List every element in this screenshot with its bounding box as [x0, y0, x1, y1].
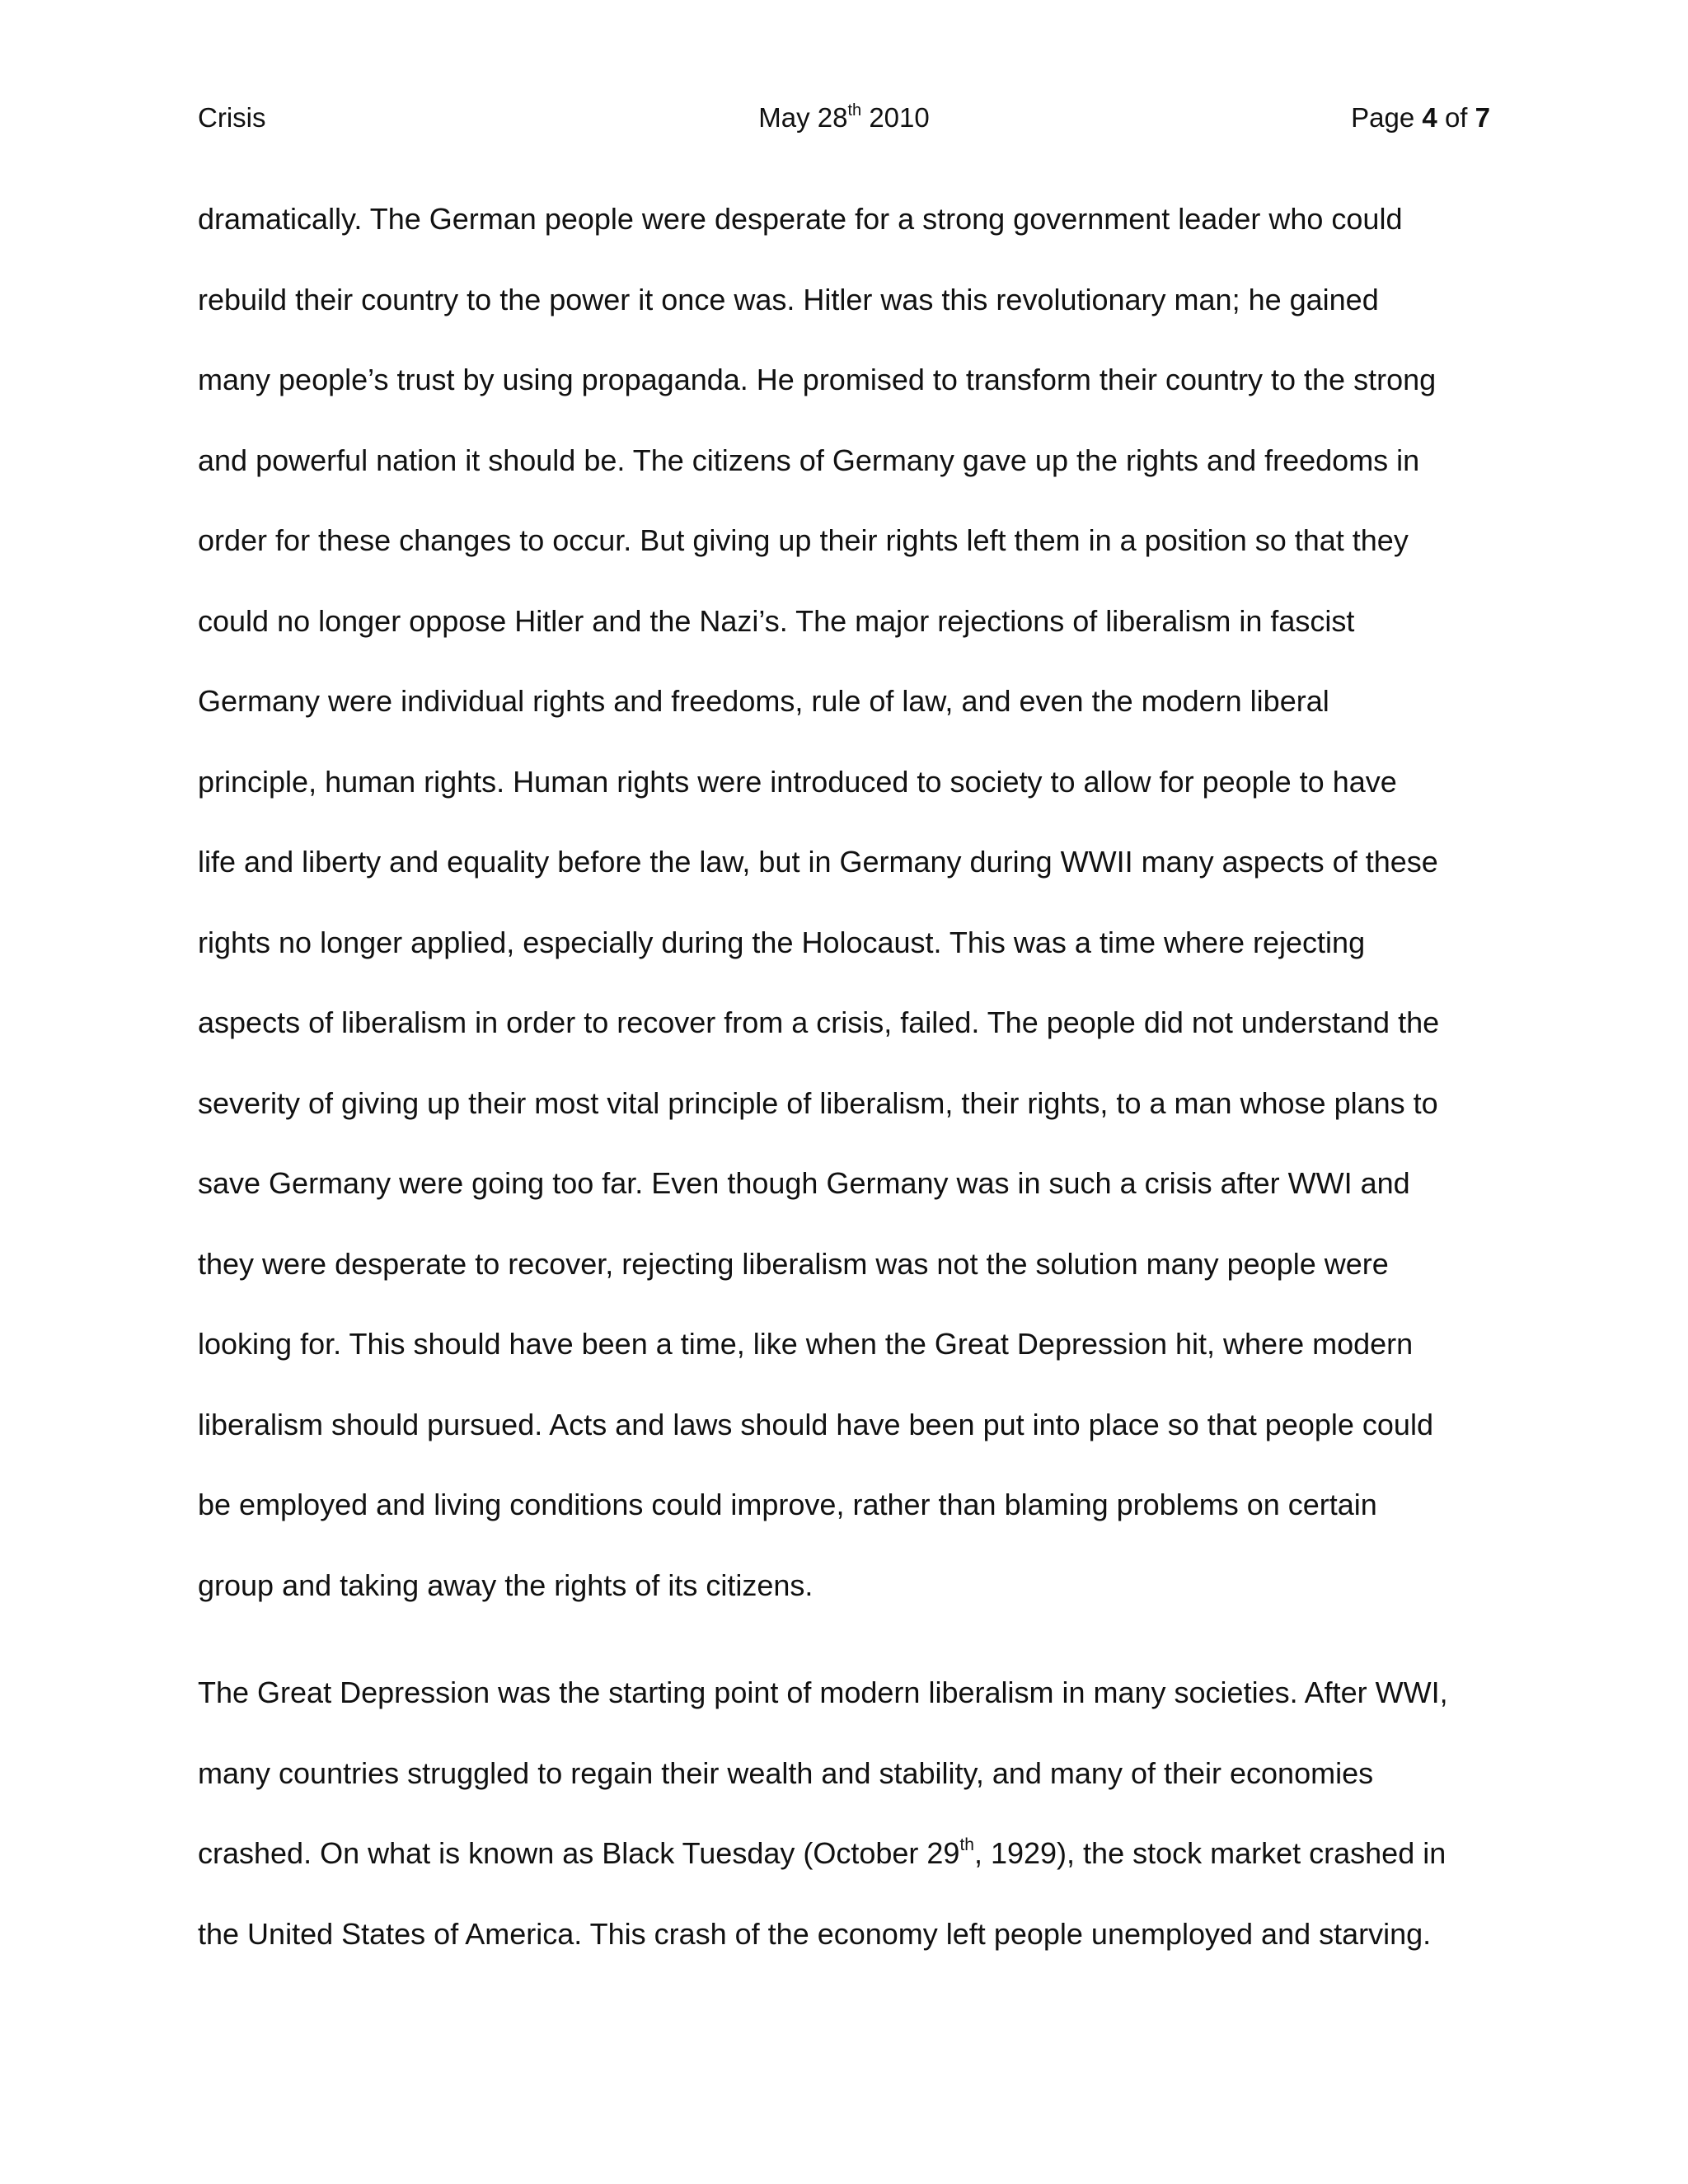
text-line: principle, human rights. Human rights were introduced to society to allow for people to have	[198, 764, 1397, 799]
text-line: looking for. This should have been a time, like when the Great Depression hit, where modern	[198, 1327, 1414, 1361]
header-date-year: 2010	[861, 102, 930, 133]
page-number	[1351, 97, 1490, 138]
text-segment: crashed. On what is known as Black Tuesday (October 29	[198, 1836, 960, 1870]
text-line: order for these changes to occur. But giving up their rights left them in a position so that they	[198, 523, 1409, 557]
header-title: Crisis	[198, 102, 266, 133]
paragraph-spacer	[198, 1641, 1490, 1668]
text-line: severity of giving up their most vital principle of liberalism, their rights, to a man whose plans to	[198, 1085, 1438, 1120]
page-label: Page	[1351, 102, 1423, 133]
text-line: group and taking away the rights of its citizens.	[198, 1568, 814, 1602]
ordinal-suffix: th	[959, 1835, 974, 1854]
text-line: many people’s trust by using propaganda. He promised to transform their country to the strong	[198, 363, 1437, 396]
text-line	[198, 1829, 1490, 1910]
page-current: 4	[1422, 102, 1437, 133]
text-line: dramatically. The German people were desperate for a strong government leader who could	[198, 202, 1403, 236]
text-segment: , 1929), the stock market crashed in	[973, 1836, 1447, 1870]
page-total: 7	[1475, 102, 1490, 133]
page-of-label: of	[1437, 102, 1475, 133]
paragraph-2	[198, 1668, 1490, 1990]
text-line: be employed and living conditions could improve, rather than blaming problems on certain	[198, 1488, 1377, 1521]
text-line: liberalism should pursued. Acts and laws should have been put into place so that people could	[198, 1407, 1433, 1441]
text-line: save Germany were going too far. Even though Germany was in such a crisis after WWI and	[198, 1166, 1410, 1200]
text-line: aspects of liberalism in order to recover from a crisis, failed. The people did not understand the	[198, 1005, 1440, 1039]
page-header	[198, 97, 1490, 138]
header-date-ordinal: th	[847, 101, 862, 120]
text-line: the United States of America. This crash of the economy left people unemployed and starving.	[198, 1916, 1432, 1951]
document-body	[198, 194, 1490, 1990]
text-line: rights no longer applied, especially during the Holocaust. This was a time where rejecting	[198, 925, 1366, 959]
text-line: Germany were individual rights and freedoms, rule of law, and even the modern liberal	[198, 684, 1329, 718]
text-line: The Great Depression was the starting point of modern liberalism in many societies. After WWI,	[198, 1675, 1448, 1709]
text-line: they were desperate to recover, rejecting liberalism was not the solution many people were	[198, 1246, 1389, 1281]
paragraph-1	[198, 194, 1490, 1641]
text-line: life and liberty and equality before the law, but in Germany during WWII many aspects of these	[198, 845, 1438, 879]
text-line: could no longer oppose Hitler and the Nazi’s. The major rejections of liberalism in fascist	[198, 603, 1355, 638]
text-line: rebuild their country to the power it once was. Hitler was this revolutionary man; he gained	[198, 282, 1379, 316]
header-date	[198, 97, 1490, 138]
text-line: and powerful nation it should be. The citizens of Germany gave up the rights and freedoms in	[198, 443, 1420, 477]
header-date-text: May 28	[758, 102, 848, 133]
text-line: many countries struggled to regain their wealth and stability, and many of their economies	[198, 1755, 1374, 1790]
